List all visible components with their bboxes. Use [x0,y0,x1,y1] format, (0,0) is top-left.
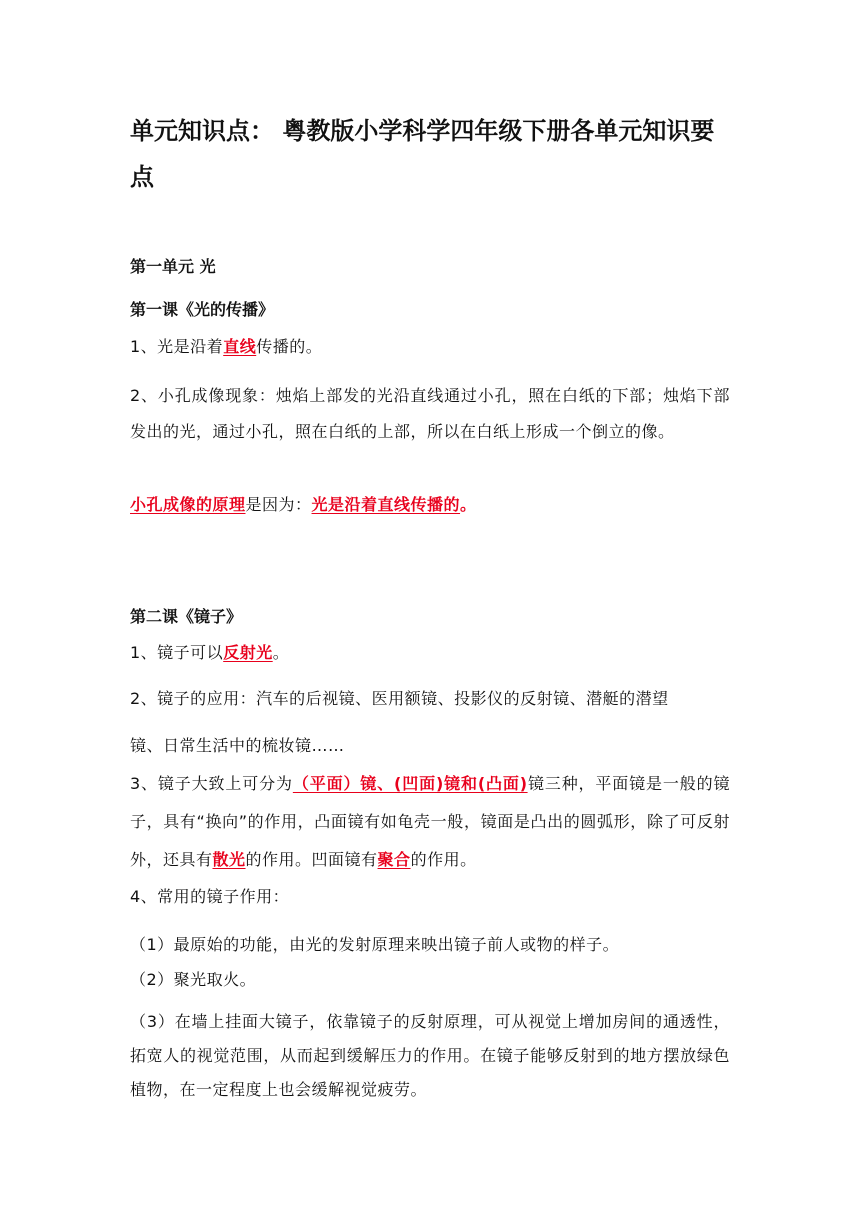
lesson1-point1 [130,334,730,360]
lesson2-point2-line1: 2、镜子的应用：汽车的后视镜、医用额镜、投影仪的反射镜、潜艇的潜望 [130,689,669,708]
text: 。 [460,495,477,514]
highlight-term: 小孔成像的原理 [130,495,246,514]
unit-heading: 第一单元 光 [130,257,216,276]
lesson2-point2-line2: 镜、日常生活中的梳妆镜…… [130,736,345,755]
text: 的作用。 [410,850,477,869]
highlight-term: （平面）镜、(凹面)镜和(凸面) [292,774,528,793]
lesson1-point2: 2、小孔成像现象：烛焰上部发的光沿直线通过小孔，照在白纸的下部；烛焰下部发出的光，通过小孔，照在白纸的上部，所以在白纸上形成一个倒立的像。 [130,386,730,441]
text: 1、光是沿着 [130,337,224,356]
highlight-term: 直线 [223,337,257,356]
list-item: （3）在墙上挂面大镜子，依靠镜子的反射原理，可从视觉上增加房间的通透性，拓宽人的视觉范围，从而起到缓解压力的作用。在镜子能够反射到的地方摆放绿色植物，在一定程度上也会缓解视觉疲劳。 [130,1012,730,1099]
highlight-term: 散光 [212,850,246,869]
lesson1-heading: 第一课《光的传播》 [130,300,275,319]
lesson1-principle [130,492,730,518]
text: 传播的。 [256,337,323,356]
list-item: （2）聚光取火。 [130,970,257,989]
list-item: （1）最原始的功能，由光的发射原理来映出镜子前人或物的样子。 [130,935,620,954]
highlight-term: 反射光 [223,643,273,662]
highlight-term: 聚合 [377,850,411,869]
document-title: 单元知识点： 粤教版小学科学四年级下册各单元知识要点 [130,117,715,191]
lesson2-heading: 第二课《镜子》 [130,607,243,626]
text: 。 [272,643,290,662]
lesson2-point3 [130,765,730,879]
highlight-term: 光是沿着直线传播的 [311,495,461,514]
lesson2-point1 [130,640,730,666]
text: 是因为： [245,495,312,514]
lesson2-point4: 4、常用的镜子作用： [130,887,290,906]
text: 镜三种，平面镜是一般的镜子，具有“换向”的作用，凸面镜有如龟壳一般，镜面是凸出的圆弧形，除了可反射外，还具有 [130,774,730,869]
text: 1、镜子可以 [130,643,224,662]
text: 3、镜子大致上可分为 [130,774,293,793]
text: 的作用。凹面镜有 [245,850,378,869]
